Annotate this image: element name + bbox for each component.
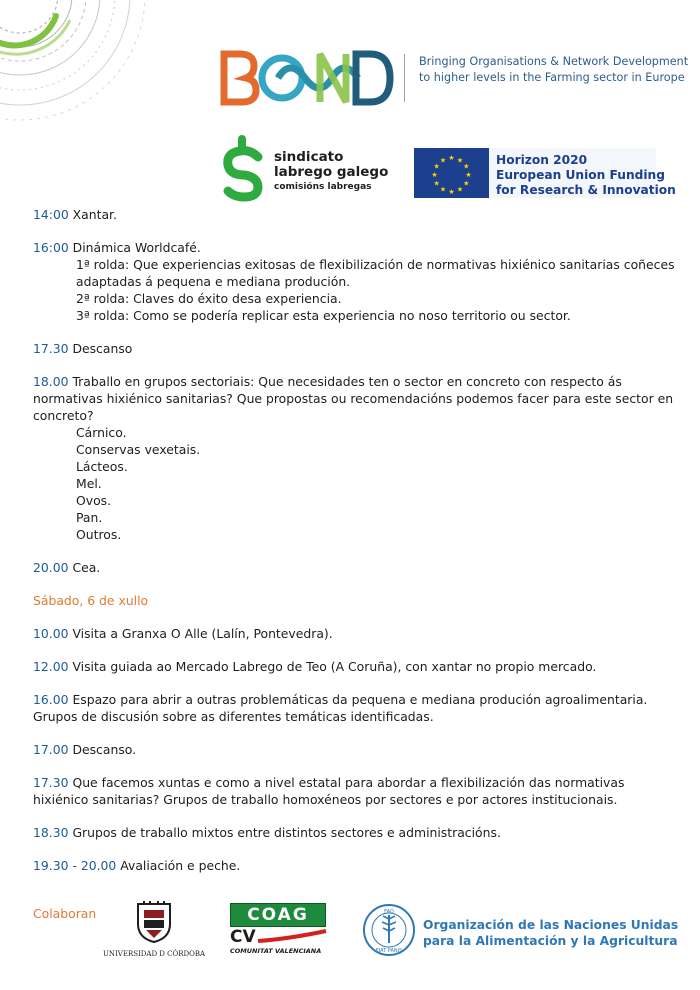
agenda-item (33, 559, 683, 576)
agenda-subitem: Mel. (76, 476, 102, 491)
svg-text:★: ★ (431, 171, 438, 179)
agenda-subitem: Conservas vexetais. (76, 442, 201, 457)
svg-text:★: ★ (439, 185, 447, 194)
svg-text:★: ★ (433, 179, 440, 188)
agenda-subitem: Cárnico. (76, 425, 127, 440)
coag-mid: CV (230, 927, 256, 947)
coag-logo (230, 903, 330, 955)
agenda-subitem: Pan. (76, 510, 103, 525)
agenda-subitem: 3ª rolda: Como se podería replicar esta experiencia no noso territorio ou sector. (76, 308, 571, 323)
coag-top: COAG (230, 903, 326, 927)
slg-line2: labrego galego (274, 164, 389, 180)
bond-logo (220, 35, 395, 106)
agenda-text: Dinámica Worldcafé. (72, 240, 201, 255)
agenda-time: 17.30 (33, 775, 69, 790)
eu-line2: European Union Funding (496, 168, 665, 182)
day-heading: Sábado, 6 de xullo (33, 593, 149, 608)
eu-line1: Horizon 2020 (496, 153, 588, 167)
bond-logo-text: BOND (220, 35, 268, 54)
agenda-item (33, 239, 683, 324)
svg-text:★: ★ (433, 162, 440, 171)
slg-line1: sindicato (274, 149, 344, 165)
collaborators-label: Colaboran (33, 906, 97, 921)
fao-mark: FAO (384, 909, 394, 915)
agenda-time: 20.00 (33, 560, 69, 575)
agenda-subitem: 2ª rolda: Claves do éxito desa experiencia. (76, 291, 342, 306)
decorative-circles (0, 0, 135, 150)
slg-text (274, 150, 388, 195)
fao-motto: FIAT PANIS (375, 948, 403, 954)
uco-logo (103, 900, 205, 958)
agenda-subitem: Outros. (76, 527, 122, 542)
agenda-time: 19.30 - 20.00 (33, 858, 117, 873)
bond-tagline-line2: to higher levels in the Farming sector in Europe (419, 71, 685, 84)
fao-line1: Organización de las Naciones Unidas (423, 918, 679, 932)
agenda (33, 206, 683, 890)
fao-text (423, 917, 678, 949)
agenda-subitem: Ovos. (76, 493, 112, 508)
svg-text:★: ★ (456, 156, 464, 165)
svg-text:★: ★ (463, 162, 470, 171)
agenda-item (33, 373, 683, 543)
svg-text:★: ★ (465, 171, 472, 179)
agenda-text: Descanso (72, 341, 133, 356)
agenda-text: Avaliación e peche. (120, 858, 241, 873)
agenda-time: 16.00 (33, 692, 69, 707)
agenda-time: 17.30 (33, 341, 69, 356)
agenda-text: Grupos de traballo mixtos entre distintos sectores e administracións. (72, 825, 501, 840)
agenda-item (33, 691, 683, 725)
slg-line3: comisións labregas (274, 182, 372, 192)
agenda-item (33, 824, 683, 841)
agenda-text: Visita a Granxa O Alle (Lalín, Pontevedra). (72, 626, 333, 641)
coag-bottom: COMUNITAT VALENCIANA (230, 947, 322, 955)
bond-tagline (404, 54, 688, 102)
svg-text:★: ★ (439, 156, 447, 165)
agenda-text: Traballo en grupos sectoriais: Que necesidades ten o sector en concreto con respecto ás normativas hixiénico sanitarias? Que propostas ou recomendacións podemos facer para este sector en concreto? (33, 374, 674, 423)
agenda-subitem: 1ª rolda: Que experiencias exitosas de flexibilización de normativas hixiénico sanitarias coñeces adaptadas á pequena e mediana produción. (76, 257, 675, 289)
agenda-time: 10.00 (33, 626, 69, 641)
agenda-item (33, 206, 683, 223)
fao-emblem-icon (362, 903, 416, 957)
svg-text:★: ★ (463, 179, 470, 188)
agenda-time: 17.00 (33, 742, 69, 757)
coag-swoosh-icon (258, 929, 328, 943)
fao-line2: para la Alimentación y la Agricultura (423, 934, 678, 948)
agenda-time: 18.30 (33, 825, 69, 840)
bond-tagline-line1: Bringing Organisations & Network Development (419, 55, 689, 68)
agenda-item (33, 857, 683, 874)
eu-horizon-block (414, 148, 676, 198)
svg-text:★: ★ (448, 188, 455, 196)
agenda-item (33, 741, 683, 758)
agenda-time: 14:00 (33, 207, 69, 222)
svg-text:★: ★ (456, 185, 464, 194)
eu-line3: for Research & Innovation (496, 183, 676, 197)
agenda-subitem: Lácteos. (76, 459, 128, 474)
agenda-item (33, 625, 683, 642)
agenda-item (33, 658, 683, 675)
agenda-text: Xantar. (72, 207, 117, 222)
agenda-text: Que facemos xuntas e como a nivel estatal para abordar a flexibilización das normativas hixiénico sanitarias? Grupos de traballo homoxéneos por sectores e por actores institucionais. (33, 775, 625, 807)
agenda-text: Espazo para abrir a outras problemáticas da pequena e mediana produción agroalimentaria. Grupos de discusión sobre as diferentes temáticas identificadas. (33, 692, 648, 724)
uco-text: UNIVERSIDAD D CÓRDOBA (103, 950, 206, 958)
agenda-text: Cea. (72, 560, 101, 575)
agenda-text: Descanso. (72, 742, 137, 757)
svg-text:★: ★ (448, 154, 455, 162)
agenda-time: 12.00 (33, 659, 69, 674)
agenda-text: Visita guiada ao Mercado Labrego de Teo (A Coruña), con xantar no propio mercado. (72, 659, 597, 674)
uco-shield-icon (134, 900, 174, 944)
agenda-item (33, 340, 683, 357)
agenda-time: 18.00 (33, 374, 69, 389)
agenda-item (33, 774, 683, 808)
eu-flag-icon (414, 148, 489, 198)
slg-logo-icon (220, 133, 270, 205)
agenda-time: 16:00 (33, 240, 69, 255)
eu-text (496, 153, 676, 198)
